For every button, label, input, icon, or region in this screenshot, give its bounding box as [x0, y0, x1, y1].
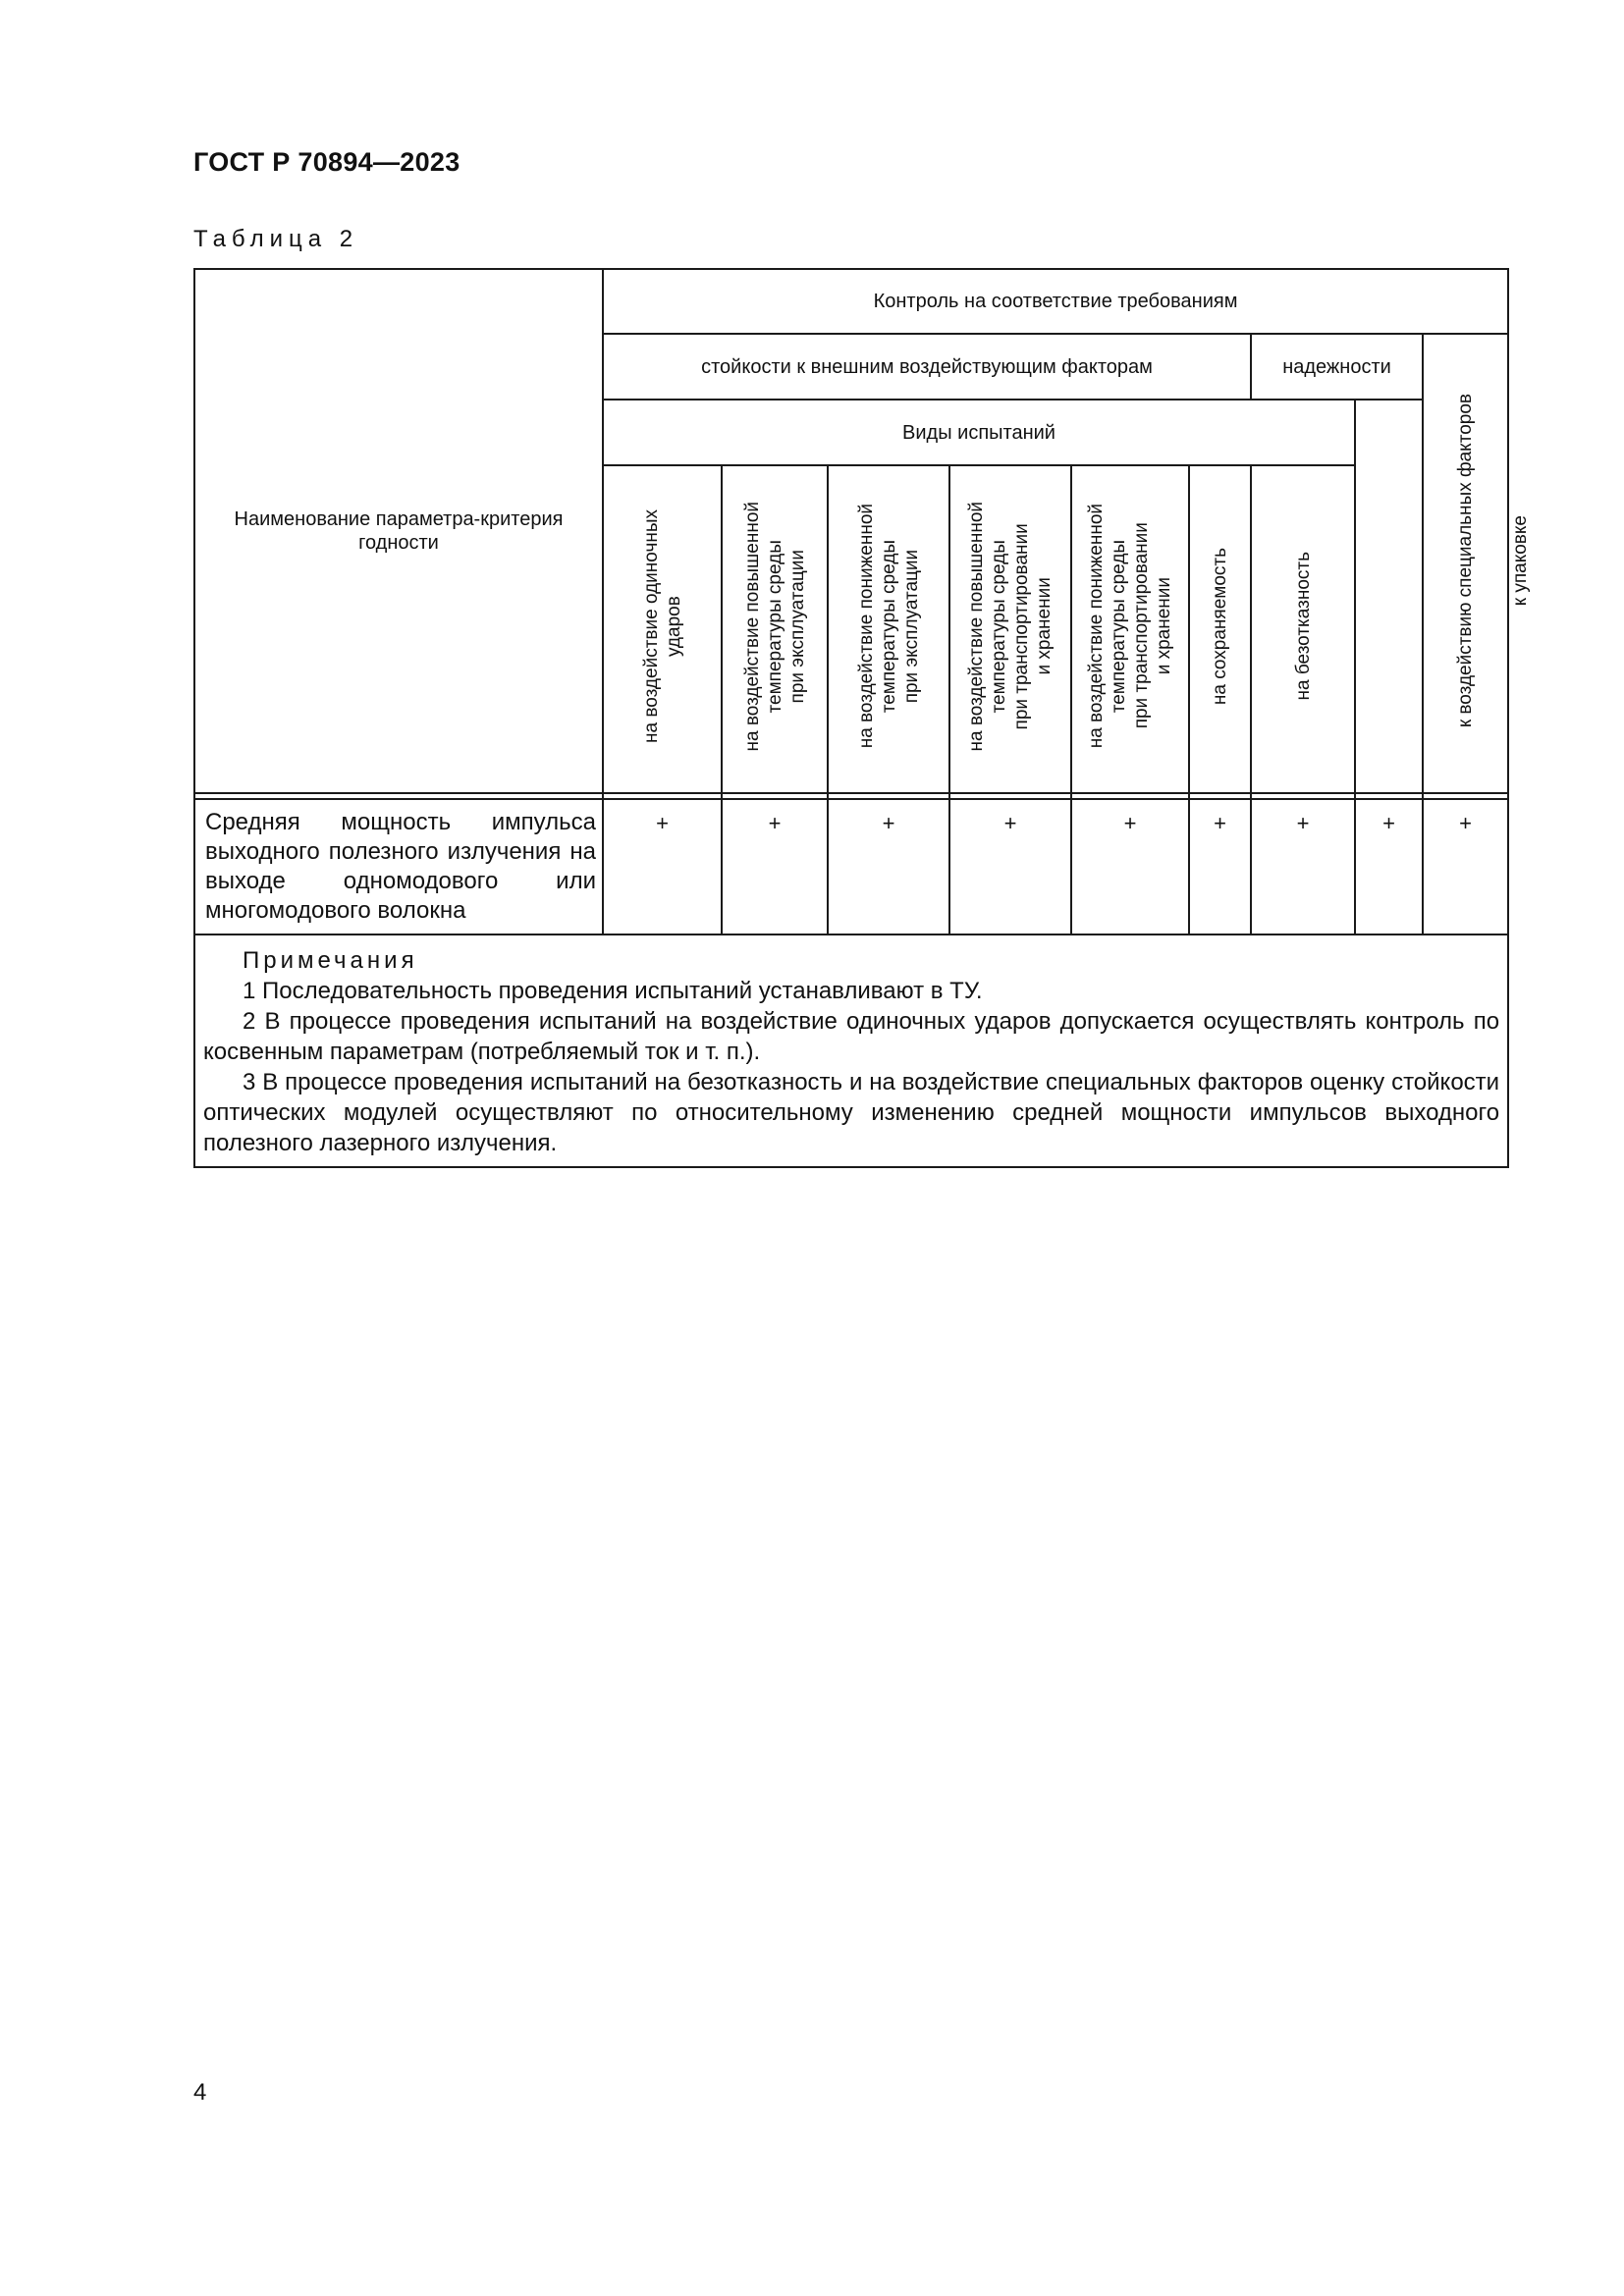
mark-cell: + [1071, 799, 1189, 934]
column-header-text: на воздействие пониженной температуры среды при транспортировании и хранении [1086, 504, 1174, 749]
mark-cell: + [722, 799, 828, 934]
mark-cell: + [1189, 799, 1251, 934]
column-header-text: на воздействие повышенной температуры среды при транспортировании и хранении [966, 501, 1055, 752]
note-item: 2 В процессе проведения испытаний на воздействие одиночных ударов допускается осуществлять контроль по косвенным параметрам (потребляемый ток и т. п.). [203, 1008, 1500, 1065]
column-header-text: на сохраняемость [1210, 547, 1230, 706]
column-header-text: на безотказность [1292, 552, 1314, 701]
control-header-text: Контроль на соответствие требованиям [873, 291, 1238, 312]
group-reliability-text: надежности [1282, 355, 1391, 378]
column-header [603, 465, 722, 793]
column-header [1071, 465, 1189, 793]
column-header [949, 465, 1071, 793]
control-header-cell [603, 269, 1508, 334]
mark-cell: + [1251, 799, 1355, 934]
requirements-table [193, 268, 1532, 1168]
note-item: 3 В процессе проведения испытаний на безотказность и на воздействие специальных факторов оценку стойкости оптических модулей осуществляют по относительному изменению средней мощности импульсов выходного полезного лазерного излучения. [203, 1069, 1500, 1156]
param-name-cell [194, 799, 603, 934]
special-factors-text: к воздействию специальных факторов [1455, 393, 1477, 728]
notes-title: Примечания [243, 947, 418, 974]
param-name-text: Средняя мощность импульса выходного полезного излучения на выходе одномодового или многомодового волокна [205, 809, 596, 924]
group-resistance-text: стойкости к внешним воздействующим факторам [701, 355, 1153, 378]
group-resistance-cell [603, 334, 1251, 400]
mark-cell: + [949, 799, 1071, 934]
mark-cell: + [1355, 799, 1423, 934]
group-reliability-cell [1251, 334, 1423, 400]
column-header-text: на воздействие пониженной температуры среды при эксплуатации [855, 504, 922, 749]
test-types-text: Виды испытаний [902, 421, 1056, 444]
special-factors-header [1423, 334, 1508, 793]
column-header [828, 465, 949, 793]
column-header-text: на воздействие повышенной температуры среды при эксплуатации [741, 501, 808, 752]
test-types-cell [603, 400, 1355, 465]
param-header-cell [194, 269, 603, 793]
mark-cell: + [603, 799, 722, 934]
table-row [194, 799, 1508, 934]
column-header [1189, 465, 1251, 793]
page-number: 4 [193, 2079, 207, 2106]
document-header: ГОСТ Р 70894—2023 [193, 147, 460, 177]
param-header-text: Наименование параметра-критерия годности [234, 508, 564, 554]
mark-cell: + [1423, 799, 1508, 934]
column-header [722, 465, 828, 793]
table-caption: Таблица 2 [193, 226, 359, 252]
packaging-text: к упаковке [1510, 514, 1532, 607]
notes-cell [194, 934, 1508, 1167]
column-header [1251, 465, 1355, 793]
note-item: 1 Последовательность проведения испытаний устанавливают в ТУ. [243, 978, 983, 1004]
mark-cell: + [828, 799, 949, 934]
column-header-text: на воздействие одиночных ударов [640, 509, 684, 743]
